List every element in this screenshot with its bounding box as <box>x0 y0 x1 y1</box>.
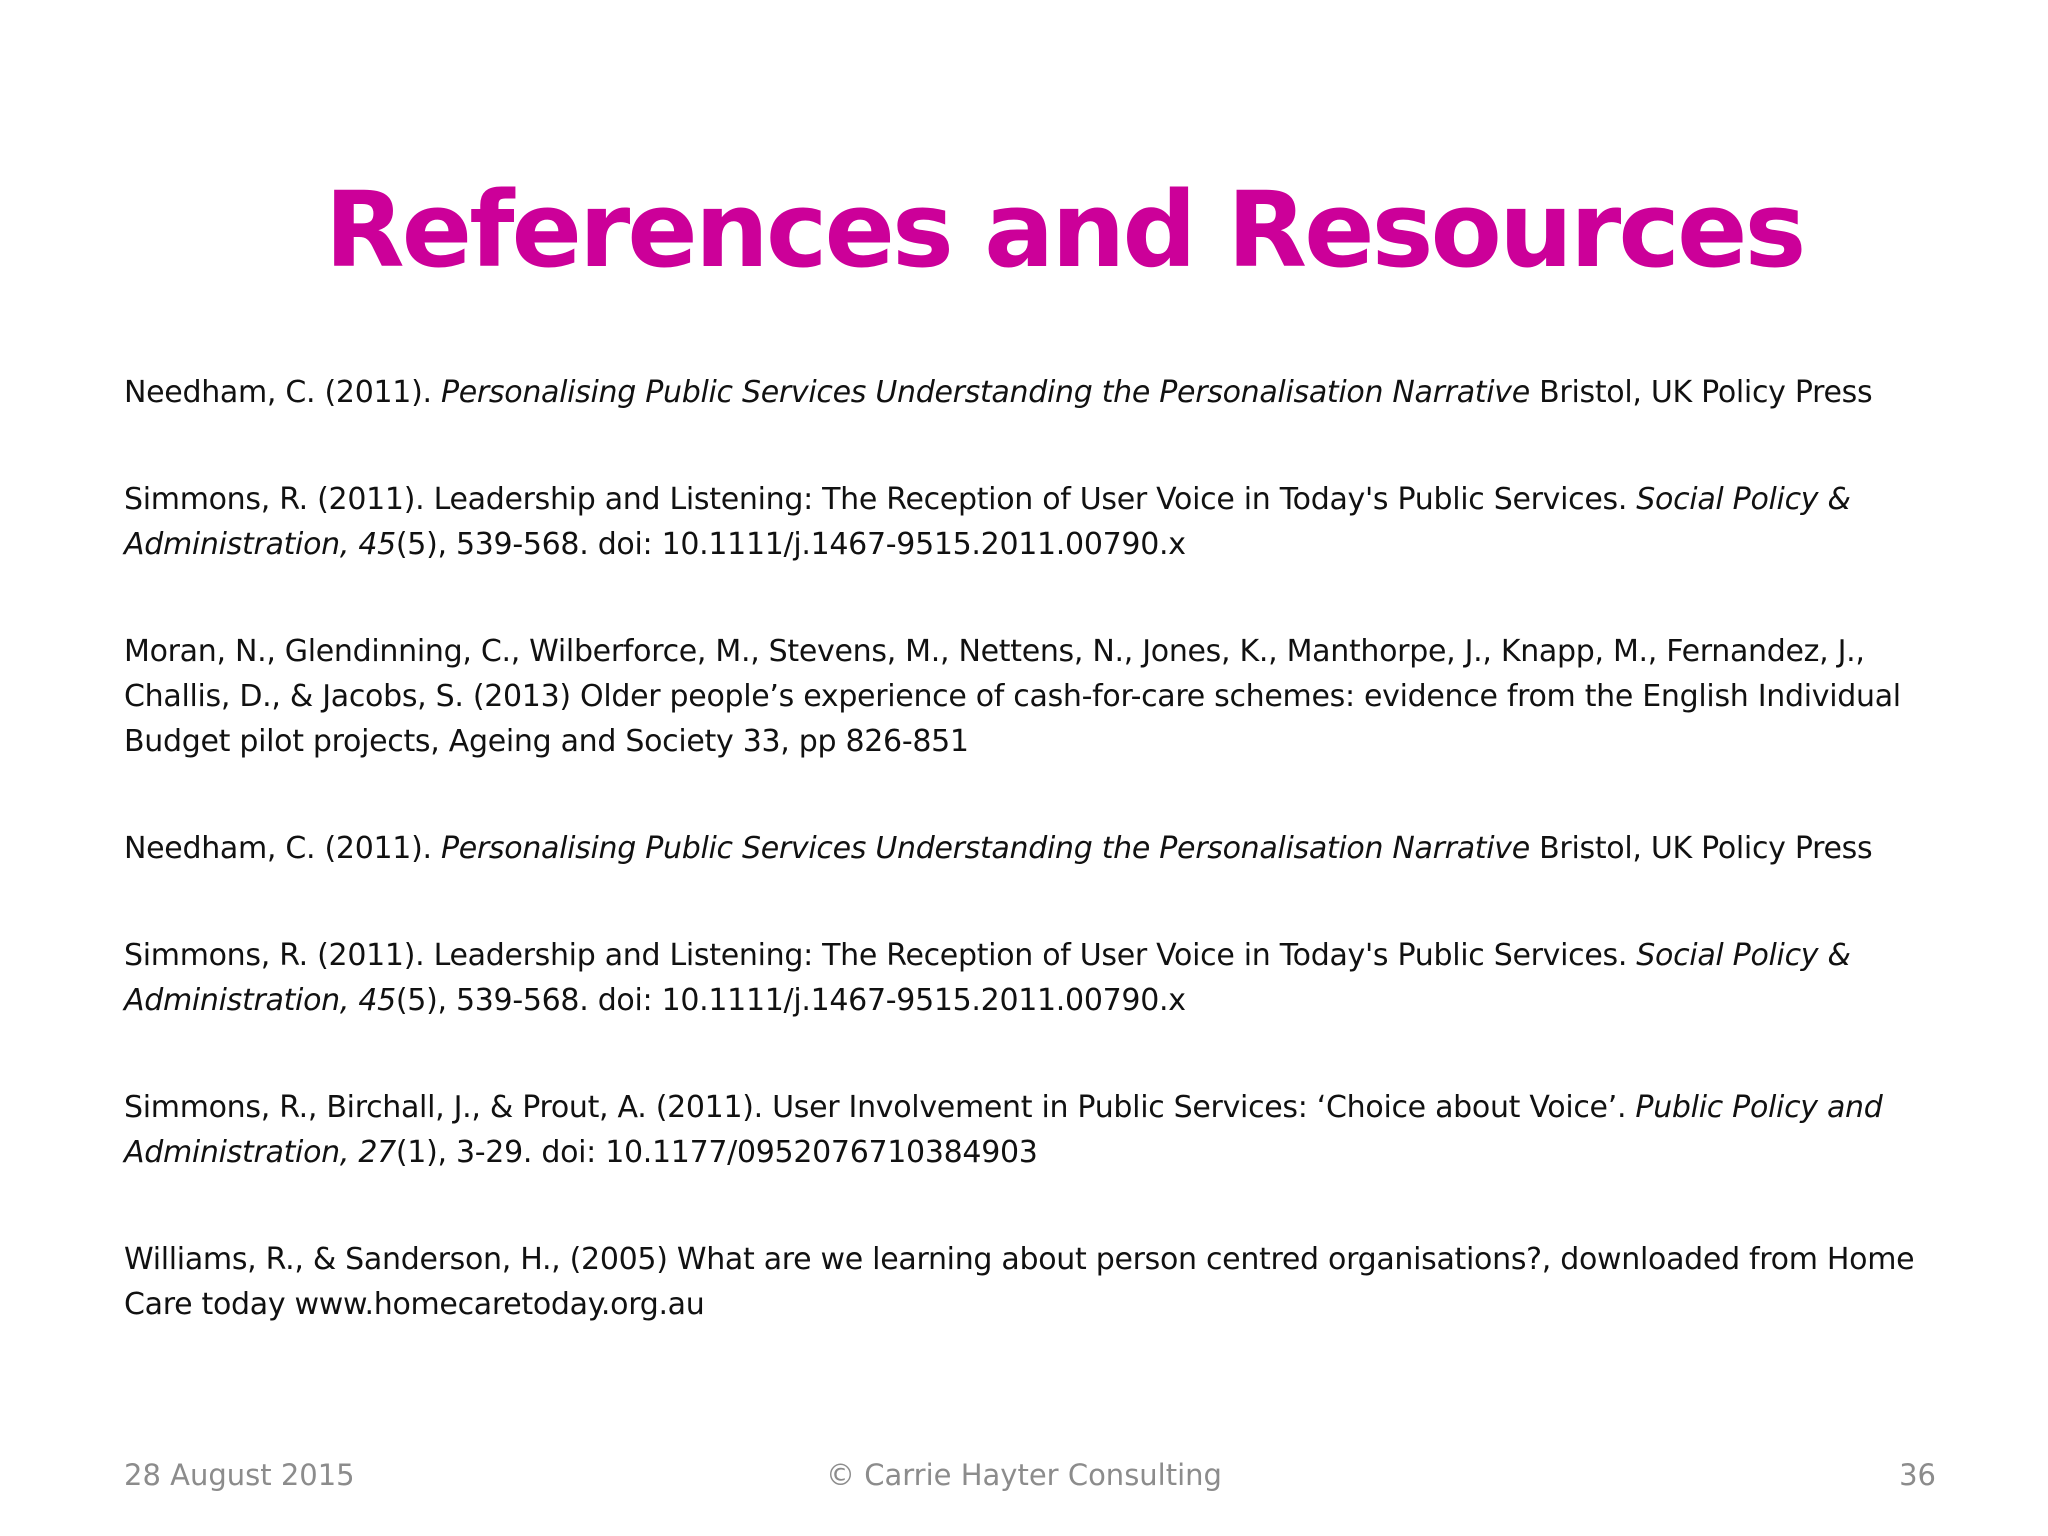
reference-text: Simmons, R. (2011). Leadership and Listening: The Reception of User Voice in Today's Public Services. <box>124 482 1637 517</box>
reference-italic-text: Personalising Public Services Understanding the Personalisation Narrative <box>440 375 1530 410</box>
footer-page-number: 36 <box>1899 1458 1936 1492</box>
reference-item <box>124 629 1954 764</box>
reference-text: Simmons, R. (2011). Leadership and Listening: The Reception of User Voice in Today's Public Services. <box>124 938 1637 973</box>
reference-item <box>124 1237 1954 1327</box>
reference-text: (5), 539-568. doi: 10.1111/j.1467-9515.2011.00790.x <box>395 983 1186 1018</box>
reference-list <box>124 370 1954 1389</box>
reference-item <box>124 477 1954 567</box>
reference-italic-text: Social Policy & Administration, 45 <box>124 482 1851 562</box>
footer-copyright: © Carrie Hayter Consulting <box>826 1458 1222 1492</box>
reference-text: Simmons, R., Birchall, J., & Prout, A. (2011). User Involvement in Public Services: ‘Choice about Voice’. <box>124 1090 1636 1125</box>
reference-text: (5), 539-568. doi: 10.1111/j.1467-9515.2011.00790.x <box>395 527 1186 562</box>
reference-item <box>124 826 1954 871</box>
reference-text: Moran, N., Glendinning, C., Wilberforce, M., Stevens, M., Nettens, N., Jones, K., Manthorpe, J., Knapp, M., Fernandez, J., Challis, D., & Jacobs, S. (2013) Older people’s experience of cash-for-care schemes: evidence from the English Individual Budget pilot projects, Ageing and Society 33, pp 826-851 <box>124 634 1901 759</box>
reference-italic-text: Public Policy and Administration, 27 <box>124 1090 1883 1170</box>
footer-date: 28 August 2015 <box>124 1458 355 1492</box>
reference-item <box>124 370 1954 415</box>
reference-item <box>124 933 1954 1023</box>
reference-text: (1), 3-29. doi: 10.1177/0952076710384903 <box>395 1135 1038 1170</box>
reference-text: Bristol, UK Policy Press <box>1529 831 1873 866</box>
reference-text: Williams, R., & Sanderson, H., (2005) What are we learning about person centred organisations?, downloaded from Home Care today www.homecaretoday.org.au <box>124 1242 1915 1322</box>
reference-item <box>124 1085 1954 1175</box>
reference-text: Bristol, UK Policy Press <box>1529 375 1873 410</box>
reference-text: Needham, C. (2011). <box>124 831 441 866</box>
reference-text: Needham, C. (2011). <box>124 375 441 410</box>
reference-italic-text: Personalising Public Services Understanding the Personalisation Narrative <box>440 831 1530 866</box>
reference-italic-text: Social Policy & Administration, 45 <box>124 938 1851 1018</box>
slide-title: References and Resources <box>324 169 1804 291</box>
